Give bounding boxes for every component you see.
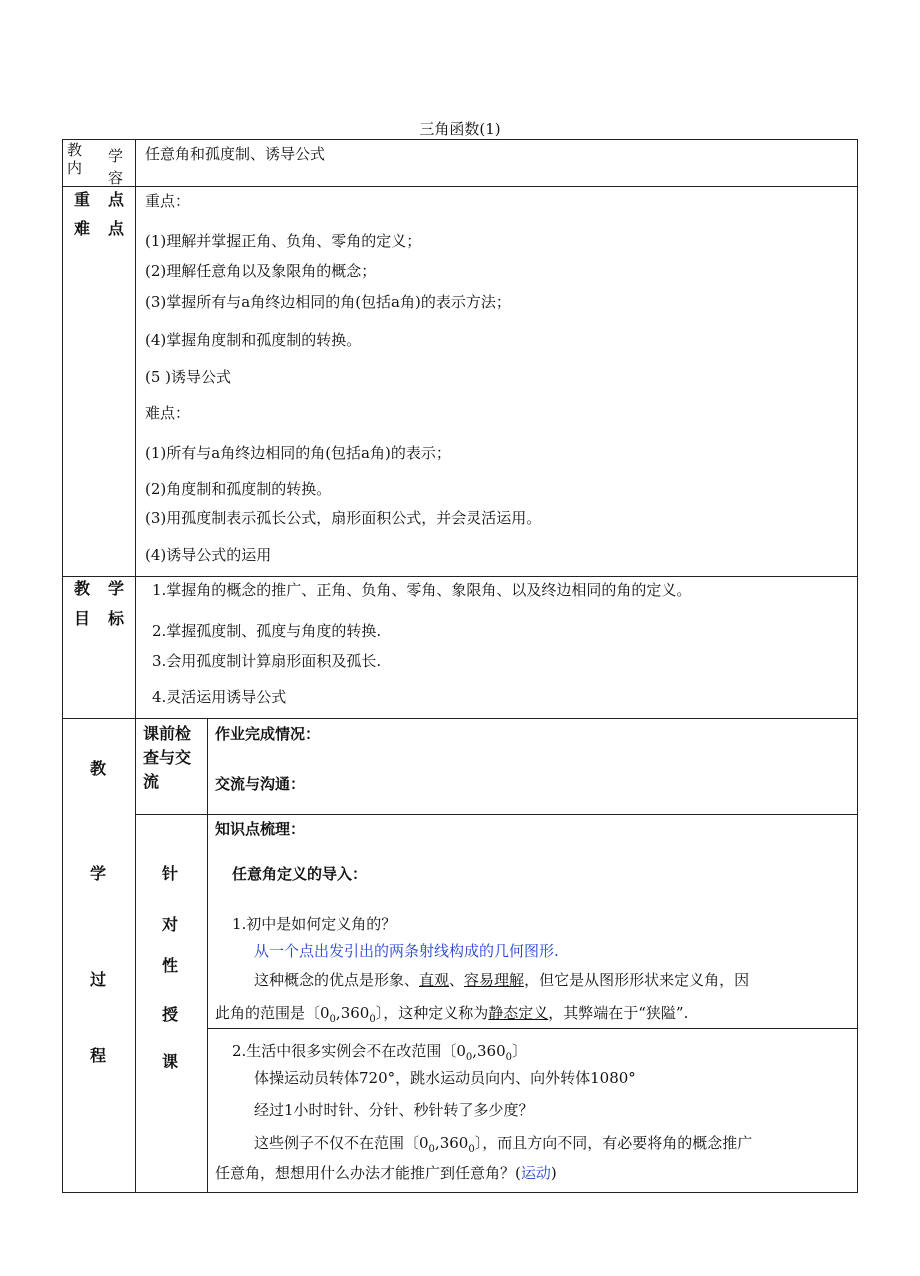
targeted-label-1: 针 bbox=[162, 864, 179, 883]
process-label-3: 过 bbox=[90, 970, 107, 989]
nandian-item-4: (4)诱导公式的运用 bbox=[145, 546, 272, 564]
content-label-tr: 学 bbox=[108, 147, 124, 165]
answer-1: 从一个点出发引出的两条射线构成的几何图形. bbox=[254, 942, 559, 960]
process-label-4: 程 bbox=[90, 1046, 107, 1065]
paragraph-2-line-2: 任意角，想想用什么办法才能推广到任意角？(运动) bbox=[215, 1164, 557, 1182]
content-label-tl: 教 bbox=[67, 141, 83, 159]
intro-heading: 任意角定义的导入： bbox=[232, 865, 368, 883]
content-label-bl: 内 bbox=[67, 159, 83, 177]
question-2: 2.生活中很多实例会不在改范围〔$0_0,360_0$〕 bbox=[232, 1042, 528, 1063]
targeted-label-4: 授 bbox=[162, 1005, 179, 1024]
zhongdian-item-5: (5 )诱导公式 bbox=[145, 368, 232, 386]
content-label-br: 容 bbox=[108, 170, 124, 185]
homework-status: 作业完成情况： bbox=[215, 725, 321, 743]
document-title: 三角函数(1) bbox=[419, 120, 501, 138]
goal-item-4: 4.灵活运用诱导公式 bbox=[152, 688, 287, 706]
preclass-label-line-1: 课前检 bbox=[143, 724, 192, 743]
keypoints-label-3: 难 bbox=[74, 219, 91, 238]
nandian-heading: 难点： bbox=[145, 404, 191, 422]
paragraph-1-line-1: 这种概念的优点是形象、直观、容易理解，但它是从图形形状来定义角，因 bbox=[254, 971, 750, 989]
targeted-label-5: 课 bbox=[162, 1052, 179, 1071]
example-sports: 体操运动员转体720°，跳水运动员向内、向外转体1080° bbox=[254, 1069, 636, 1087]
nandian-item-3: (3)用孤度制表示孤长公式，扇形面积公式，并会灵活运用。 bbox=[145, 509, 542, 527]
nandian-item-1: (1)所有与a角终边相同的角(包括a角)的表示； bbox=[145, 444, 451, 462]
goal-item-3: 3.会用孤度制计算扇形面积及孤长. bbox=[152, 652, 382, 670]
question-1: 1.初中是如何定义角的？ bbox=[232, 915, 397, 933]
zhongdian-item-3: (3)掌握所有与a角终边相同的角(包括a角)的表示方法； bbox=[145, 293, 511, 311]
zhongdian-heading: 重点： bbox=[145, 192, 191, 210]
process-label-1: 教 bbox=[90, 759, 107, 778]
keypoints-label-2: 点 bbox=[108, 190, 125, 209]
example-clock: 经过1小时时针、分针、秒针转了多少度？ bbox=[254, 1101, 534, 1119]
goals-label-3: 目 bbox=[74, 609, 91, 628]
zhongdian-item-1: (1)理解并掌握正角、负角、零角的定义； bbox=[145, 232, 422, 250]
exchange-communication: 交流与沟通： bbox=[215, 775, 306, 793]
goals-label-4: 标 bbox=[108, 609, 125, 628]
nandian-item-2: (2)角度制和孤度制的转换。 bbox=[145, 480, 332, 498]
knowledge-heading: 知识点梳理： bbox=[215, 820, 306, 838]
paragraph-1-line-2: 此角的范围是〔$0_0,360_0$〕，这种定义称为静态定义，其弊端在于“狭隘”. bbox=[215, 1004, 689, 1025]
keypoints-label-4: 点 bbox=[108, 219, 125, 238]
goal-item-2: 2.掌握孤度制、孤度与角度的转换. bbox=[152, 622, 382, 640]
goals-label-2: 学 bbox=[108, 579, 125, 598]
content-text: 任意角和孤度制、诱导公式 bbox=[145, 145, 326, 163]
zhongdian-item-4: (4)掌握角度制和孤度制的转换。 bbox=[145, 331, 362, 349]
targeted-label-3: 性 bbox=[162, 956, 179, 975]
preclass-label-line-2: 查与交 bbox=[143, 748, 192, 767]
keypoints-label-1: 重 bbox=[74, 190, 91, 209]
paragraph-2-line-1: 这些例子不仅不在范围〔$0_0,360_0$〕，而且方向不同，有必要将角的概念推广 bbox=[254, 1134, 753, 1155]
process-label-2: 学 bbox=[90, 864, 107, 883]
goals-label-1: 教 bbox=[74, 579, 91, 598]
targeted-label-2: 对 bbox=[162, 915, 179, 934]
goal-item-1: 1.掌握角的概念的推广、正角、负角、零角、象限角、以及终边相同的角的定义。 bbox=[152, 581, 692, 599]
zhongdian-item-2: (2)理解任意角以及象限角的概念； bbox=[145, 262, 377, 280]
preclass-label-line-3: 流 bbox=[143, 772, 160, 791]
